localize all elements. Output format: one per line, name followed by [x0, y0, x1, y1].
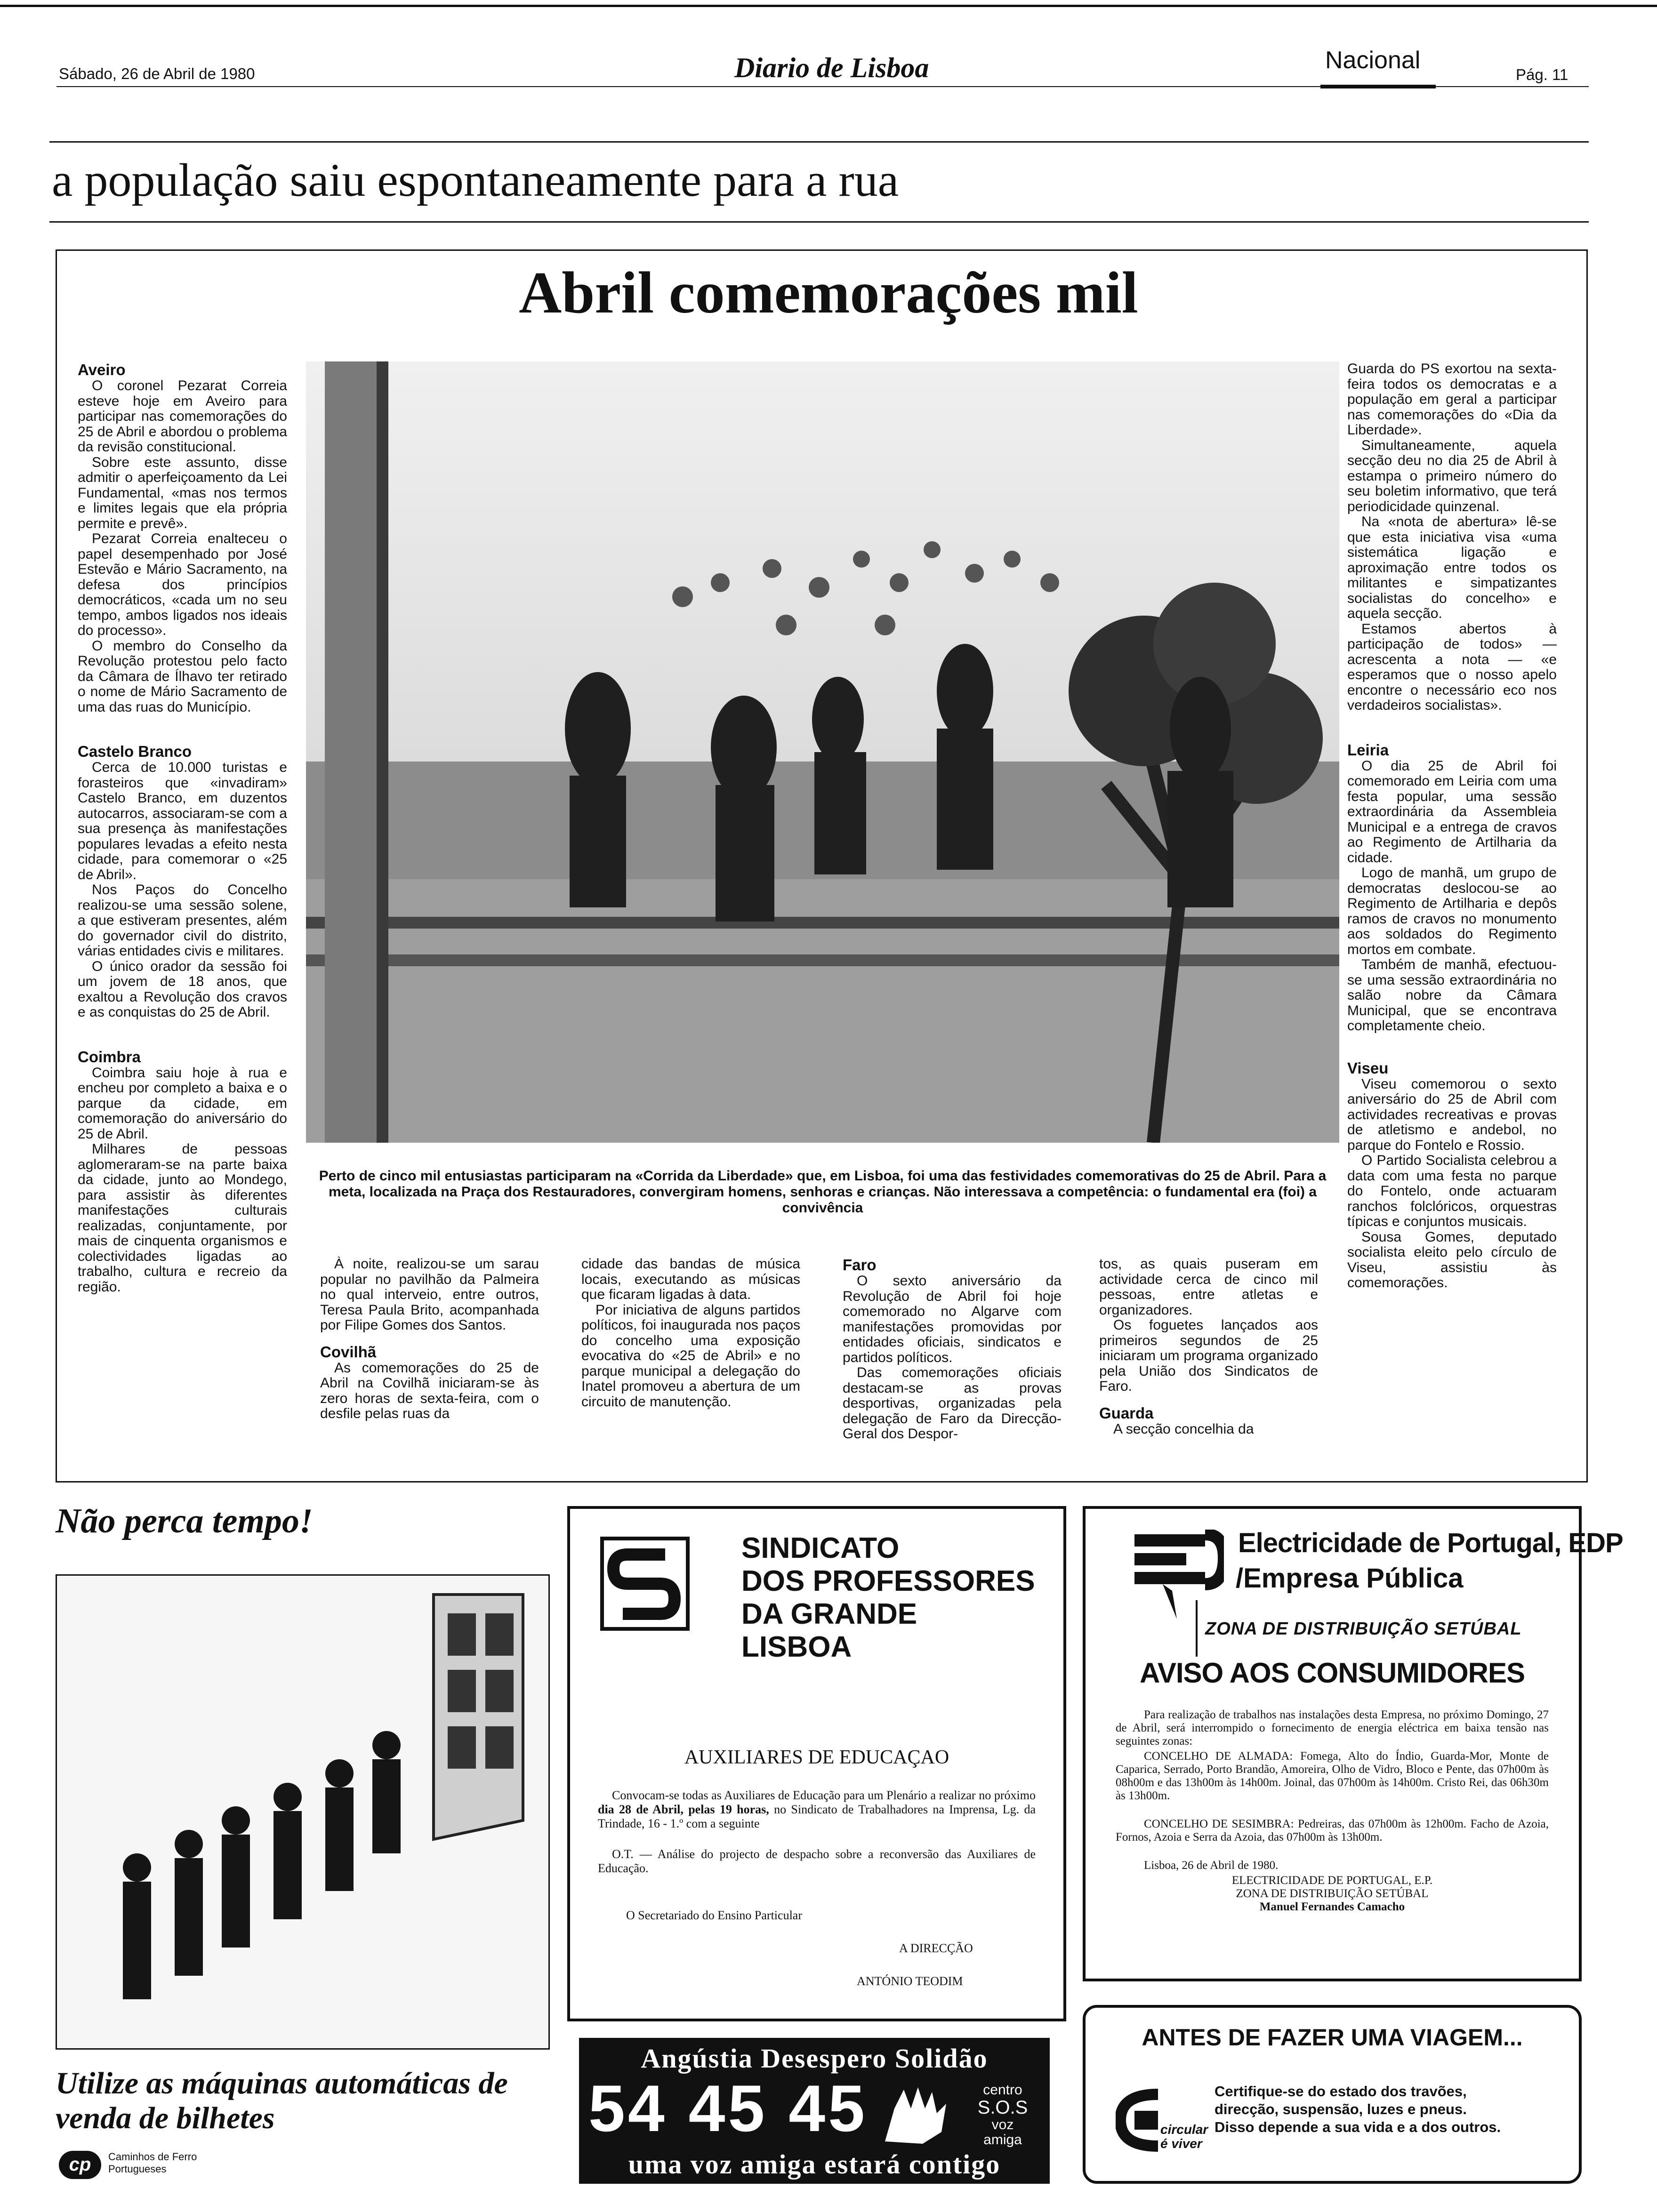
- paragraph: Viseu comemorou o sexto aniversário do 25 de Abril com actividades recreativas e provas de atletismo e andebol, no parque do Fontelo e Rossio.: [1347, 1076, 1557, 1153]
- paragraph: Por iniciativa de alguns partidos políticos, foi inaugurada nos paços do concelho uma exposição evocativa do «25 de Abril» e no parque municipal a delegação do Inatel promoveu a abertura de um circuito de manutenção.: [581, 1302, 800, 1410]
- paragraph: O Partido Socialista celebrou a data com uma festa no parque do Fontelo, onde actuaram ranchos folclóricos, orquestras típicas e conjuntos musicais.: [1347, 1153, 1557, 1229]
- sindicato-title-line: SINDICATO: [741, 1532, 900, 1564]
- paragraph: Também de manhã, efectuou-se uma sessão extraordinária no salão nobre da Câmara Municipal, que se encontrava completamente cheio.: [1347, 957, 1557, 1034]
- paragraph: A secção concelhia da: [1113, 1421, 1254, 1437]
- cp-ad-tagline: Não perca tempo!: [56, 1502, 313, 1540]
- race-photo-illustration: [306, 361, 1339, 1143]
- edp-logo: [1134, 1530, 1224, 1619]
- viagem-line: Certifique-se do estado dos travões,: [1215, 2083, 1467, 2100]
- page-number: Pág. 11: [1516, 66, 1569, 83]
- kicker-rule-bottom: [49, 221, 1589, 223]
- race-photo: [306, 361, 1339, 1143]
- viagem-title: ANTES DE FAZER UMA VIAGEM...: [1142, 2024, 1523, 2051]
- paragraph: As comemorações do 25 de Abril na Covilhã iniciaram-se às zero horas de sexta-feira, com o desfile pelas ruas da: [320, 1360, 539, 1421]
- edp-body-1: Para realização de trabalhos nas instalações desta Empresa, no próximo Domingo, 27 de Abril, será interrompido o fornecimento de energia eléctrica em baixa tensão nas seguintes zonas:: [1116, 1708, 1549, 1747]
- paragraph: Sousa Gomes, deputado socialista eleito pelo círculo de Viseu, assistiu às comemorações.: [1347, 1229, 1557, 1290]
- paragraph: O sexto aniversário da Revolução de Abril foi hoje comemorado no Algarve com manifestações promovidas por entidades oficiais, sindicatos e partidos políticos.: [843, 1273, 1062, 1365]
- paragraph: tos, as quais puseram em actividade cerca de cinco mil pessoas, entre atletas e organizadores.: [1099, 1257, 1318, 1318]
- sindicato-body-date: dia 28 de Abril, pelas 19 horas,: [598, 1803, 769, 1816]
- sos-voz: voz: [991, 2117, 1014, 2132]
- edp-body-3: CONCELHO DE SESIMBRA: Pedreiras, das 07h00m às 12h00m. Facho de Azoia, Fornos, Azoia e Serra da Azoia, das 07h00m às 13h00m.: [1116, 1818, 1549, 1843]
- issue-date: Sábado, 26 de Abril de 1980: [59, 65, 255, 82]
- sindicato-body: [598, 1788, 1036, 1831]
- cp-company: Caminhos de Ferro Portugueses: [108, 2151, 197, 2175]
- edp-body-2: CONCELHO DE ALMADA: Fomega, Alto do Índio, Guarda-Mor, Monte de Caparica, Serrado, Porto Brandão, Amoreira, Olho de Vidro, Bloco e Pente, das 07h00m às 08h00m e das 13h00m às 14h00m. Joinal, das 07h00m às 14h00m. Cristo Rei, das 06h30m às 13h00m.: [1116, 1750, 1549, 1802]
- sindicato-logo: [600, 1537, 690, 1631]
- kicker-headline: a população saiu espontaneamente para a rua: [52, 154, 899, 206]
- sindicato-body-text: no Sindicato de Trabalhadores na Imprensa, Lg. da Trindade, 16 - 1.º com a seguinte: [598, 1803, 1036, 1830]
- section-head-guarda: Guarda: [1099, 1404, 1154, 1422]
- section-head-aveiro: Aveiro: [78, 361, 126, 378]
- sos-amiga: amiga: [983, 2132, 1022, 2148]
- story-headline: Abril comemorações mil: [519, 260, 1138, 326]
- paragraph: O membro do Conselho da Revolução protestou pelo facto da Câmara de Ílhavo ter retirado o nome de Mário Sacramento de uma das ruas do Município.: [78, 638, 287, 715]
- photo-caption: Perto de cinco mil entusiastas participaram na «Corrida da Liberdade» que, em Lisboa, foi uma das festividades comemorativas do 25 de Abril. Para a meta, localizada na Praça dos Restauradores, convergiram homens, senhoras e crianças. Não interessava a competência: o fundamental era (foi) a convivência: [319, 1168, 1327, 1216]
- edp-signer: Manuel Fernandes Camacho: [1259, 1900, 1405, 1913]
- circular-brand-line: circular: [1160, 2122, 1208, 2137]
- sindicato-title-line: DOS PROFESSORES: [741, 1565, 1035, 1597]
- edp-lightning-icon: [1134, 1530, 1224, 1619]
- cp-logo: cp: [59, 2151, 101, 2179]
- sos-bottom-text: uma voz amiga estará contigo: [628, 2149, 1001, 2180]
- edp-org-line: ELECTRICIDADE DE PORTUGAL, E.P.: [1231, 1874, 1433, 1887]
- edp-notice: AVISO AOS CONSUMIDORES: [1139, 1657, 1525, 1689]
- paragraph: Na «nota de abertura» lê-se que esta iniciativa visa «uma sistemática ligação e aproximação entre todos os militantes e simpatizantes socialistas do concelho» e aquela secção.: [1347, 514, 1557, 621]
- left-column: [78, 361, 287, 1453]
- circular-brand: [1160, 2123, 1208, 2151]
- paragraph: Coimbra saiu hoje à rua e encheu por completo a baixa e o parque da cidade, em comemoração do aniversário do 25 de Abril.: [78, 1065, 287, 1142]
- paragraph: Das comemorações oficiais destacam-se as provas desportivas, organizadas pela delegação de Faro da Direcção-Geral dos Despor-: [843, 1365, 1062, 1442]
- header-rule: [56, 86, 1589, 87]
- section-head-leiria: Leiria: [1347, 741, 1389, 759]
- cp-ad-photo: [56, 1574, 550, 2050]
- top-rule: [0, 5, 1657, 7]
- section-head-castelo-branco: Castelo Branco: [78, 743, 192, 760]
- paragraph: Nos Paços do Concelho realizou-se uma sessão solene, a que estiveram presentes, além do governador civil do distrito, várias entidades civis e militares.: [78, 882, 287, 959]
- paragraph: Os foguetes lançados aos primeiros segundos de 25 iniciaram um programa organizado pela União dos Sindicatos de Faro.: [1099, 1317, 1318, 1394]
- paragraph: Simultaneamente, aquela secção deu no dia 25 de Abril à estampa o primeiro número do seu boletim informativo, que terá periodicidade quinzenal.: [1347, 437, 1557, 514]
- paragraph: À noite, realizou-se um sarau popular no pavilhão da Palmeira no qual interveio, entre outros, Teresa Paula Brito, acompanhada por Filipe Gomes dos Santos.: [320, 1257, 539, 1333]
- paragraph: Pezarat Correia enalteceu o papel desempenhado por José Estevão e Mário Sacramento, na defesa dos princípios democráticos, «cada um no seu tempo, ambos ligados nos ideais do processo».: [78, 531, 287, 638]
- sos-label: S.O.S: [977, 2097, 1028, 2118]
- bottom-column-3: [843, 1257, 1062, 1464]
- section-head-covilha: Covilhã: [320, 1343, 377, 1361]
- section-head-viseu: Viseu: [1347, 1059, 1389, 1077]
- viagem-line: Disso depende a sua vida e a dos outros.: [1215, 2119, 1501, 2135]
- section-head-coimbra: Coimbra: [78, 1048, 141, 1066]
- circular-logo-icon: [1116, 2085, 1163, 2156]
- sindicato-signer: ANTÓNIO TEODIM: [857, 1974, 963, 1988]
- sindicato-direcao: A DIRECÇÃO: [899, 1941, 973, 1955]
- masthead: Diario de Lisboa: [734, 52, 929, 83]
- paragraph: Sobre este assunto, disse admitir o aperfeiçoamento da Lei Fundamental, «mas nos termos e limites legais que ela própria permite e prevê».: [78, 454, 287, 531]
- bottom-column-4: [1099, 1257, 1318, 1464]
- paragraph: O único orador da sessão foi um jovem de 18 anos, que exaltou a Revolução dos cravos e as conquistas do 25 de Abril.: [78, 958, 287, 1020]
- hand-icon: [876, 2080, 956, 2146]
- viagem-line: direcção, suspensão, luzes e pneus.: [1215, 2101, 1467, 2117]
- edp-org: [1083, 1874, 1582, 1914]
- edp-company-2: /Empresa Pública: [1236, 1563, 1464, 1594]
- sos-top-text: Angústia Desespero Solidão: [641, 2043, 988, 2074]
- paragraph: Cerca de 10.000 turistas e forasteiros que «invadiram» Castelo Branco, em duzentos autocarros, associaram-se com a sua presença às manifestações populares levadas a efeito nesta cidade, para comemorar o «25 de Abril».: [78, 760, 287, 882]
- edp-org-line: ZONA DE DISTRIBUIÇÃO SETÚBAL: [1236, 1887, 1429, 1900]
- sindicato-title-line: LISBOA: [741, 1631, 852, 1663]
- right-column: [1347, 361, 1557, 1463]
- sos-phone: 54 45 45: [588, 2071, 868, 2145]
- sindicato-secretariado: O Secretariado do Ensino Particular: [626, 1908, 802, 1922]
- sindicato-title: [741, 1532, 1035, 1664]
- edp-zone: ZONA DE DISTRIBUIÇÃO SETÚBAL: [1205, 1619, 1522, 1639]
- kicker-rule-top: [49, 141, 1589, 143]
- sos-centro-block: [960, 2083, 1045, 2148]
- sindicato-subtitle: AUXILIARES DE EDUCAÇAO: [684, 1747, 949, 1768]
- paragraph: O coronel Pezarat Correia esteve hoje em Aveiro para participar nas comemorações do 25 de Abril e abordou o problema da revisão constitucional.: [78, 378, 287, 455]
- section-label: Nacional: [1325, 47, 1421, 74]
- sindicato-title-line: DA GRANDE: [741, 1598, 917, 1630]
- edp-date: Lisboa, 26 de Abril de 1980.: [1144, 1859, 1279, 1872]
- paragraph: cidade das bandas de música locais, executando as músicas que ficaram ligadas à data.: [581, 1257, 800, 1302]
- paragraph: Guarda do PS exortou na sexta-feira todos os democratas e a população em geral a participar nas comemorações do «Dia da Liberdade».: [1347, 361, 1557, 438]
- bottom-column-2: [581, 1257, 800, 1464]
- paragraph: Milhares de pessoas aglomeraram-se na parte baixa da cidade, junto ao Mondego, para assistir às diferentes manifestações culturais realizadas, conjuntamente, por mais de cinquenta organismos e colectividades ligadas ao trabalho, cultura e recreio da região.: [78, 1141, 287, 1295]
- section-head-faro: Faro: [843, 1257, 877, 1274]
- paragraph: Logo de manhã, um grupo de democratas deslocou-se ao Regimento de Artilharia e depôs ramos de cravos no monumento aos soldados do Regimento mortos em combate.: [1347, 865, 1557, 957]
- paragraph: Estamos abertos à participação de todos» — acrescenta a nota — «e esperamos que o nosso apelo encontre o necessário eco nos verdadeiros socialistas».: [1347, 621, 1557, 713]
- ticket-machine-illustration: [57, 1576, 548, 2048]
- viagem-lines: [1215, 2083, 1501, 2136]
- circular-brand-line: é viver: [1160, 2136, 1202, 2151]
- sindicato-s-icon: [604, 1540, 686, 1627]
- cp-ad-slogan: Utilize as máquinas automáticas de venda de bilhetes: [56, 2066, 508, 2135]
- sindicato-ot: O.T. — Análise do projecto de despacho sobre a reconversão das Auxiliares de Educação.: [598, 1847, 1036, 1875]
- bottom-column-1: [320, 1257, 539, 1464]
- sos-centro: centro: [983, 2082, 1022, 2098]
- edp-divider: [1196, 1600, 1198, 1657]
- sindicato-body-text: Convocam-se todas as Auxiliares de Educação para um Plenário a realizar no próximo: [612, 1788, 1036, 1802]
- edp-company: Electricidade de Portugal, EDP: [1238, 1528, 1623, 1558]
- sos-ad: [579, 2038, 1050, 2184]
- paragraph: O dia 25 de Abril foi comemorado em Leiria com uma festa popular, uma sessão extraordinária da Assembleia Municipal e a entrega de cravos ao Regimento de Artilharia da cidade.: [1347, 758, 1557, 866]
